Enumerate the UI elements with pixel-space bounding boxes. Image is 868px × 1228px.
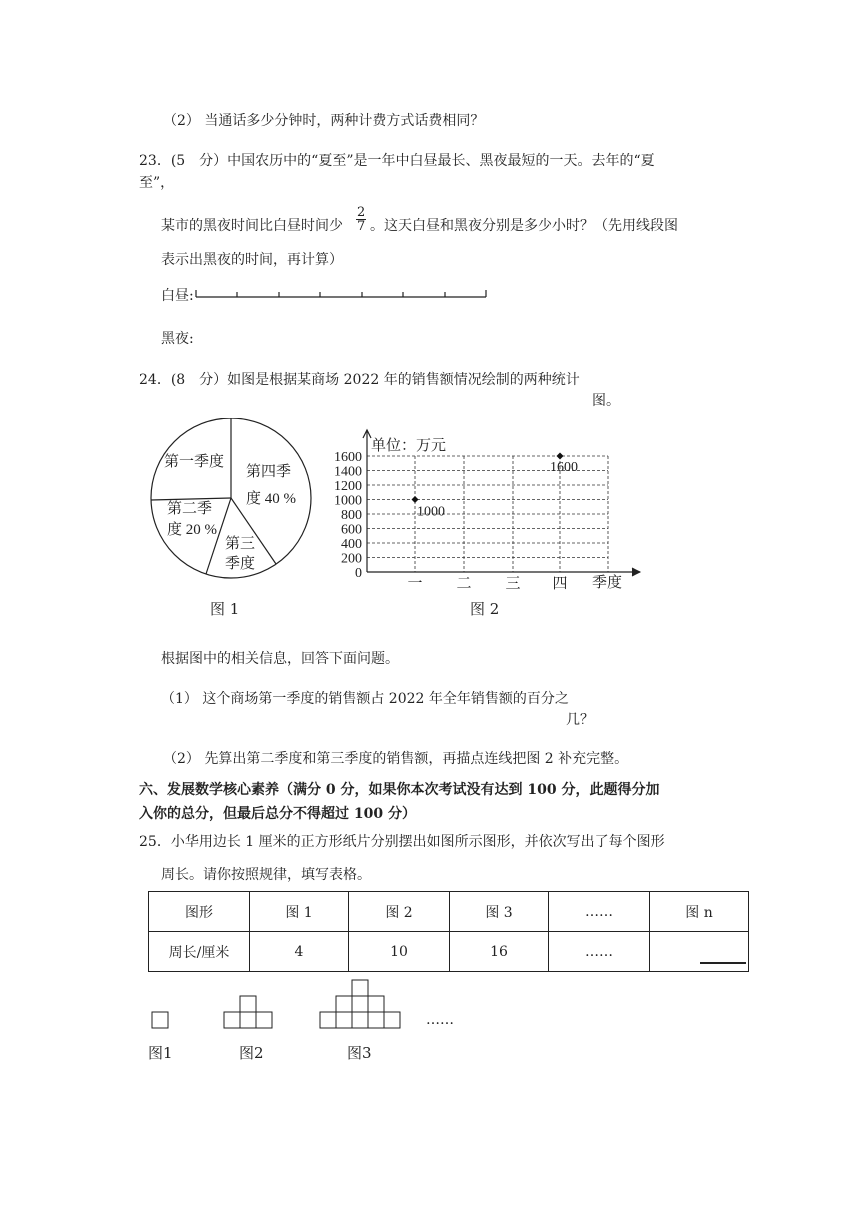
table-header-cell: 图 n xyxy=(650,892,749,932)
q23-line3-post: 。这天白昼和黑夜分别是多少小时？（先用线段图 xyxy=(370,218,678,234)
pie-label-q3b: 季度 xyxy=(225,556,256,572)
unit-square xyxy=(256,1012,272,1028)
unit-square xyxy=(152,1012,168,1028)
figure2-caption: 图 2 xyxy=(470,600,500,618)
q23-line4: 表示出黑夜的时间，再计算） xyxy=(161,252,343,268)
q24-line2: 图。 xyxy=(592,393,620,409)
unit-square xyxy=(368,996,384,1012)
day-label: 白昼: xyxy=(161,288,194,304)
y-tick-label: 1400 xyxy=(334,464,362,480)
section6-line1: 六、发展数学核心素养（满分 0 分，如果你本次考试没有达到 100 分，此题得分加 xyxy=(139,782,660,798)
table-header-cell: 图 2 xyxy=(349,892,450,932)
table-header-cell: 图形 xyxy=(149,892,250,932)
x-tick-label: 四 xyxy=(552,576,568,592)
q23-fraction xyxy=(356,206,366,233)
unit-square xyxy=(336,996,352,1012)
answer-blank-line xyxy=(700,961,746,964)
x-axis-label: 季度 xyxy=(592,575,623,591)
table-cell: …… xyxy=(549,932,650,972)
unit-square xyxy=(224,1012,240,1028)
daytime-segment-diagram xyxy=(194,286,490,300)
square-figures xyxy=(148,976,458,1032)
pie-label-q4a: 第四季 xyxy=(246,464,292,480)
pie-label-q4b: 度 40 % xyxy=(246,491,296,507)
data-point xyxy=(557,453,564,460)
figure-label-1: 图1 xyxy=(148,1044,173,1062)
y-tick-labels xyxy=(334,450,362,581)
q23-line1: 23．(5 分）中国农历中的“夏至”是一年中白昼最长、黑夜最短的一天。去年的“夏 xyxy=(139,153,655,169)
table-cell: 4 xyxy=(250,932,349,972)
table-cell: 周长/厘米 xyxy=(149,932,250,972)
unit-square xyxy=(320,1012,336,1028)
q25-line1: 25．小华用边长 1 厘米的正方形纸片分别摆出如图所示图形，并依次写出了每个图形 xyxy=(139,834,665,850)
table-header-cell: 图 3 xyxy=(450,892,549,932)
table-header-cell: 图 1 xyxy=(250,892,349,932)
table-cell: 16 xyxy=(450,932,549,972)
y-tick-label: 1600 xyxy=(334,450,362,465)
q22-part2-text: （2） 当通话多少分钟时，两种计费方式话费相同？ xyxy=(163,113,485,129)
q24-prompt: 根据图中的相关信息，回答下面问题。 xyxy=(161,651,399,667)
y-tick-label: 0 xyxy=(355,566,362,581)
table-row xyxy=(149,932,749,972)
y-tick-label: 400 xyxy=(341,537,362,552)
x-axis-arrow xyxy=(632,568,640,576)
unit-square xyxy=(240,1012,256,1028)
x-tick-label: 三 xyxy=(505,576,521,592)
unit-square xyxy=(336,1012,352,1028)
unit-square xyxy=(368,1012,384,1028)
night-label: 黑夜: xyxy=(161,331,194,347)
pie-label-q3a: 第三 xyxy=(225,536,256,552)
unit-square xyxy=(352,996,368,1012)
data-point xyxy=(412,496,419,503)
pie-label-q2b: 度 20 % xyxy=(167,522,217,538)
sales-grid-chart xyxy=(326,418,646,596)
section6-line2: 入你的总分，但最后总分不得超过 100 分） xyxy=(139,806,416,822)
data-label: 1600 xyxy=(550,460,578,475)
data-points xyxy=(412,453,579,520)
q24-part2: （2） 先算出第二季度和第三季度的销售额，再描点连线把图 2 补充完整。 xyxy=(163,751,629,767)
table-header-cell: …… xyxy=(549,892,650,932)
unit-square xyxy=(240,996,256,1012)
y-tick-label: 600 xyxy=(341,522,362,538)
unit-square xyxy=(352,1012,368,1028)
table-header-row xyxy=(149,892,749,932)
x-tick-label: 一 xyxy=(407,576,423,592)
pie-label-q2a: 第二季 xyxy=(167,501,213,517)
figure1-caption: 图 1 xyxy=(210,600,240,618)
table-cell: 10 xyxy=(349,932,450,972)
y-tick-label: 800 xyxy=(341,508,362,523)
fraction-numerator: 2 xyxy=(357,205,366,220)
y-tick-label: 1000 xyxy=(334,493,362,509)
q23-line2: 至”， xyxy=(139,175,175,191)
x-tick-labels xyxy=(407,575,567,592)
unit-square xyxy=(352,980,368,996)
pie-label-q1: 第一季度 xyxy=(164,454,225,470)
q24-part1-line2: 几？ xyxy=(566,712,594,728)
y-tick-label: 200 xyxy=(341,551,362,567)
figures-ellipsis: …… xyxy=(426,1012,454,1028)
data-label: 1000 xyxy=(417,504,445,520)
chart-unit-label: 单位：万元 xyxy=(371,438,447,454)
figure-label-2: 图2 xyxy=(239,1044,264,1062)
q24-part1-line1: （1） 这个商场第一季度的销售额占 2022 年全年销售额的百分之 xyxy=(161,691,569,707)
x-tick-label: 二 xyxy=(456,576,472,592)
figure-label-3: 图3 xyxy=(347,1044,372,1062)
segment-ticks xyxy=(196,290,486,297)
q24-line1: 24．(8 分）如图是根据某商场 2022 年的销售额情况绘制的两种统计 xyxy=(139,372,580,388)
perimeter-table xyxy=(148,891,749,972)
q23-line3-pre: 某市的黑夜时间比白昼时间少 xyxy=(161,218,343,234)
fraction-denominator: 7 xyxy=(357,219,366,234)
pie-chart xyxy=(148,418,318,580)
answer-blank-cell[interactable] xyxy=(650,932,749,972)
q25-line2: 周长。请你按照规律，填写表格。 xyxy=(161,867,371,883)
unit-square xyxy=(384,1012,400,1028)
y-tick-label: 1200 xyxy=(334,479,362,494)
